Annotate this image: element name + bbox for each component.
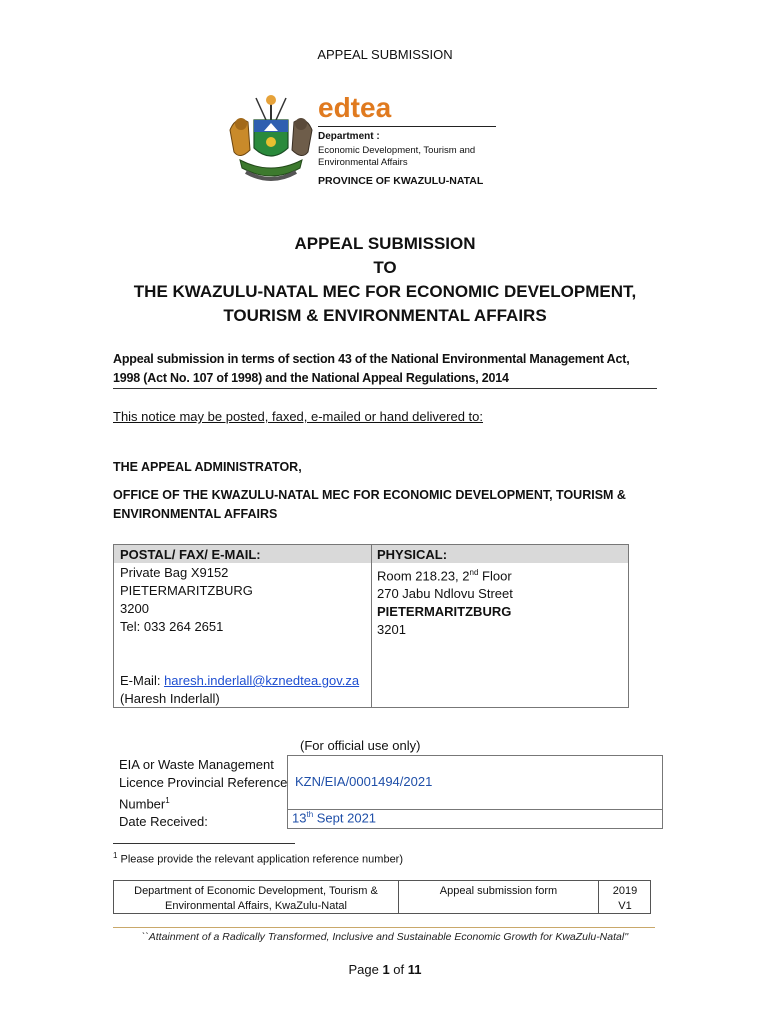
footnote (113, 851, 403, 866)
page-number (0, 962, 770, 977)
running-header: APPEAL SUBMISSION (317, 47, 453, 62)
footnote-ref-marker: 1 (165, 796, 170, 805)
title-line-1: APPEAL SUBMISSION (294, 234, 476, 253)
logo-divider (318, 126, 496, 127)
address-table-divider (371, 545, 372, 707)
office-heading: OFFICE OF THE KWAZULU-NATAL MEC FOR ECONOMIC DEVELOPMENT, TOURISM & ENVIRONMENTAL AFFAIRS (113, 488, 626, 521)
email-link[interactable]: haresh.inderlall@kznedtea.gov.za (164, 673, 360, 688)
physical-room-text: Room 218.23, 2 (377, 568, 470, 584)
date-day-suffix: th (306, 810, 314, 819)
department-name-line1: Economic Development, Tourism and (318, 145, 476, 156)
footnote-divider (113, 843, 295, 844)
reference-label-line1: EIA or Waste Management (119, 757, 274, 772)
page-prefix: Page (348, 962, 383, 977)
reference-label-line3 (119, 792, 289, 813)
email-line (120, 672, 359, 690)
footer-dept-line1: Department of Economic Development, Tourism & (134, 885, 378, 897)
motto: ``Attainment of a Radically Transformed, Inclusive and Sustainable Economic Growth for KwaZulu-Natal'' (141, 931, 629, 943)
title-line-2: TO (373, 258, 397, 277)
address-table (113, 544, 629, 708)
physical-column (377, 546, 513, 639)
department-label: Department : (318, 131, 380, 142)
page-of: of (389, 962, 408, 977)
reference-label (119, 756, 289, 831)
physical-code: 3201 (377, 622, 406, 638)
reference-number-value: KZN/EIA/0001494/2021 (295, 774, 433, 789)
physical-room (377, 564, 513, 585)
title-line-4: TOURISM & ENVIRONMENTAL AFFAIRS (223, 306, 547, 325)
email-contact-name: (Haresh Inderlall) (120, 691, 220, 706)
footer-dept-line2: Environmental Affairs, KwaZulu-Natal (165, 900, 347, 912)
title-line-3: THE KWAZULU-NATAL MEC FOR ECONOMIC DEVELOPMENT, (133, 282, 637, 301)
footnote-text: Please provide the relevant application reference number) (117, 853, 404, 866)
date-day: 13 (292, 810, 307, 826)
motto-divider (113, 927, 655, 928)
intro-divider (113, 388, 657, 389)
footer-table (113, 880, 651, 914)
physical-room-sup: nd (469, 568, 479, 577)
page-total: 11 (407, 962, 422, 977)
date-month-year: Sept 2021 (313, 810, 377, 826)
province-label: PROVINCE OF KWAZULU-NATAL (318, 175, 484, 187)
physical-street: 270 Jabu Ndlovu Street (377, 586, 513, 602)
footer-version-cell (599, 881, 651, 913)
footer-form-cell (399, 881, 599, 913)
footer-year: 2019 (612, 885, 638, 897)
email-label: E-Mail: (120, 673, 165, 688)
page-current: 1 (382, 962, 390, 977)
physical-room-floor: Floor (478, 568, 512, 584)
intro-paragraph: Appeal submission in terms of section 43 of the National Environmental Management Act, 1998 (Act No. 107 of 1998) and the National Appeal Regulations, 2014 (113, 352, 630, 385)
appeal-administrator-heading: THE APPEAL ADMINISTRATOR, (113, 460, 302, 474)
postal-telephone: Tel: 033 264 2651 (120, 619, 224, 634)
postal-line-3: 3200 (120, 601, 149, 616)
reference-label-line2: Licence Provincial Reference (119, 775, 288, 790)
coat-of-arms-icon (226, 90, 316, 190)
notice-text: This notice may be posted, faxed, e-mailed or hand delivered to: (113, 409, 483, 424)
postal-line-2: PIETERMARITZBURG (120, 583, 253, 598)
department-name-line2: Environmental Affairs (318, 157, 408, 168)
official-use-caption: (For official use only) (300, 738, 421, 753)
postal-line-1: Private Bag X9152 (120, 565, 229, 580)
date-received-label: Date Received: (119, 814, 208, 830)
footnote-marker: 1 (113, 851, 118, 860)
postal-header: POSTAL/ FAX/ E-MAIL: (120, 547, 261, 562)
physical-header: PHYSICAL: (377, 547, 448, 562)
footer-department-cell (114, 881, 399, 913)
postal-column (120, 546, 359, 708)
footer-version: V1 (618, 900, 632, 912)
reference-label-number: Number (119, 796, 166, 812)
date-received-value (292, 810, 376, 825)
edtea-wordmark: edtea (318, 92, 392, 123)
footer-form-name: Appeal submission form (439, 885, 558, 897)
physical-city: PIETERMARITZBURG (377, 604, 512, 620)
